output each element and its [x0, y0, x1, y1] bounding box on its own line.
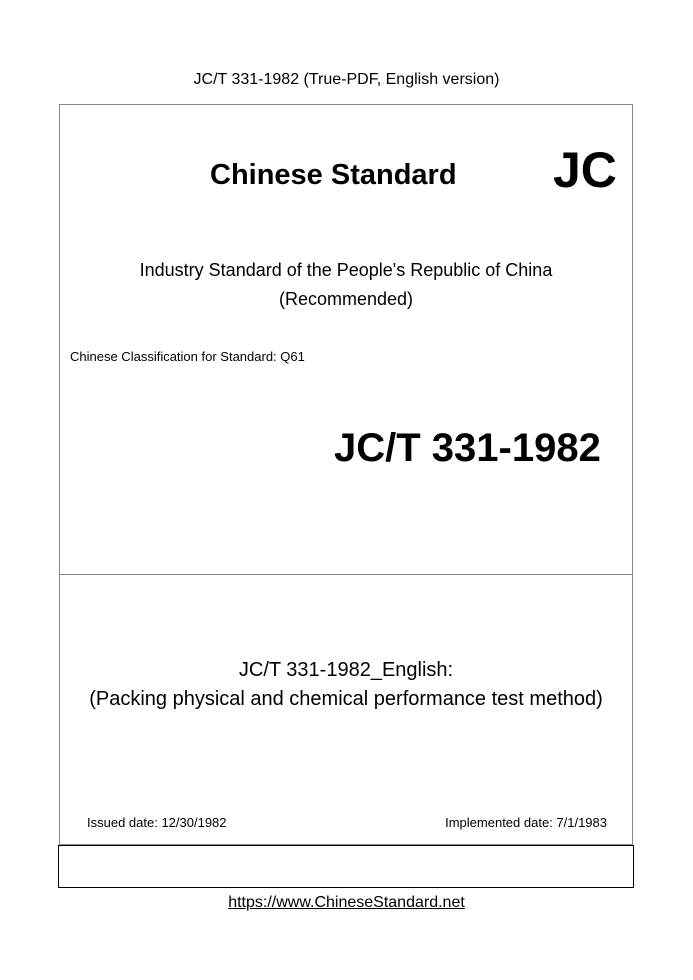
cover-heading: Chinese Standard: [210, 159, 457, 191]
document-header: JC/T 331-1982 (True-PDF, English version): [193, 71, 500, 88]
cover-divider: [59, 574, 633, 575]
classification-text: Chinese Classification for Standard: Q61: [70, 349, 305, 364]
jc-mark: JC: [553, 142, 617, 198]
cover-frame: [59, 104, 633, 845]
issued-date: Issued date: 12/30/1982: [87, 815, 227, 830]
standard-number: JC/T 331-1982: [334, 426, 601, 470]
english-subtitle-line: (Packing physical and chemical performance test method): [89, 688, 603, 710]
cover-footer-box: [58, 845, 634, 888]
industry-standard-line: Industry Standard of the People's Republic of China: [139, 260, 553, 280]
website-link[interactable]: https://www.ChineseStandard.net: [228, 894, 465, 911]
english-title-line: JC/T 331-1982_English:: [238, 659, 454, 681]
footer: [0, 893, 693, 913]
recommended-line: (Recommended): [278, 289, 414, 309]
implemented-date: Implemented date: 7/1/1983: [445, 815, 607, 830]
